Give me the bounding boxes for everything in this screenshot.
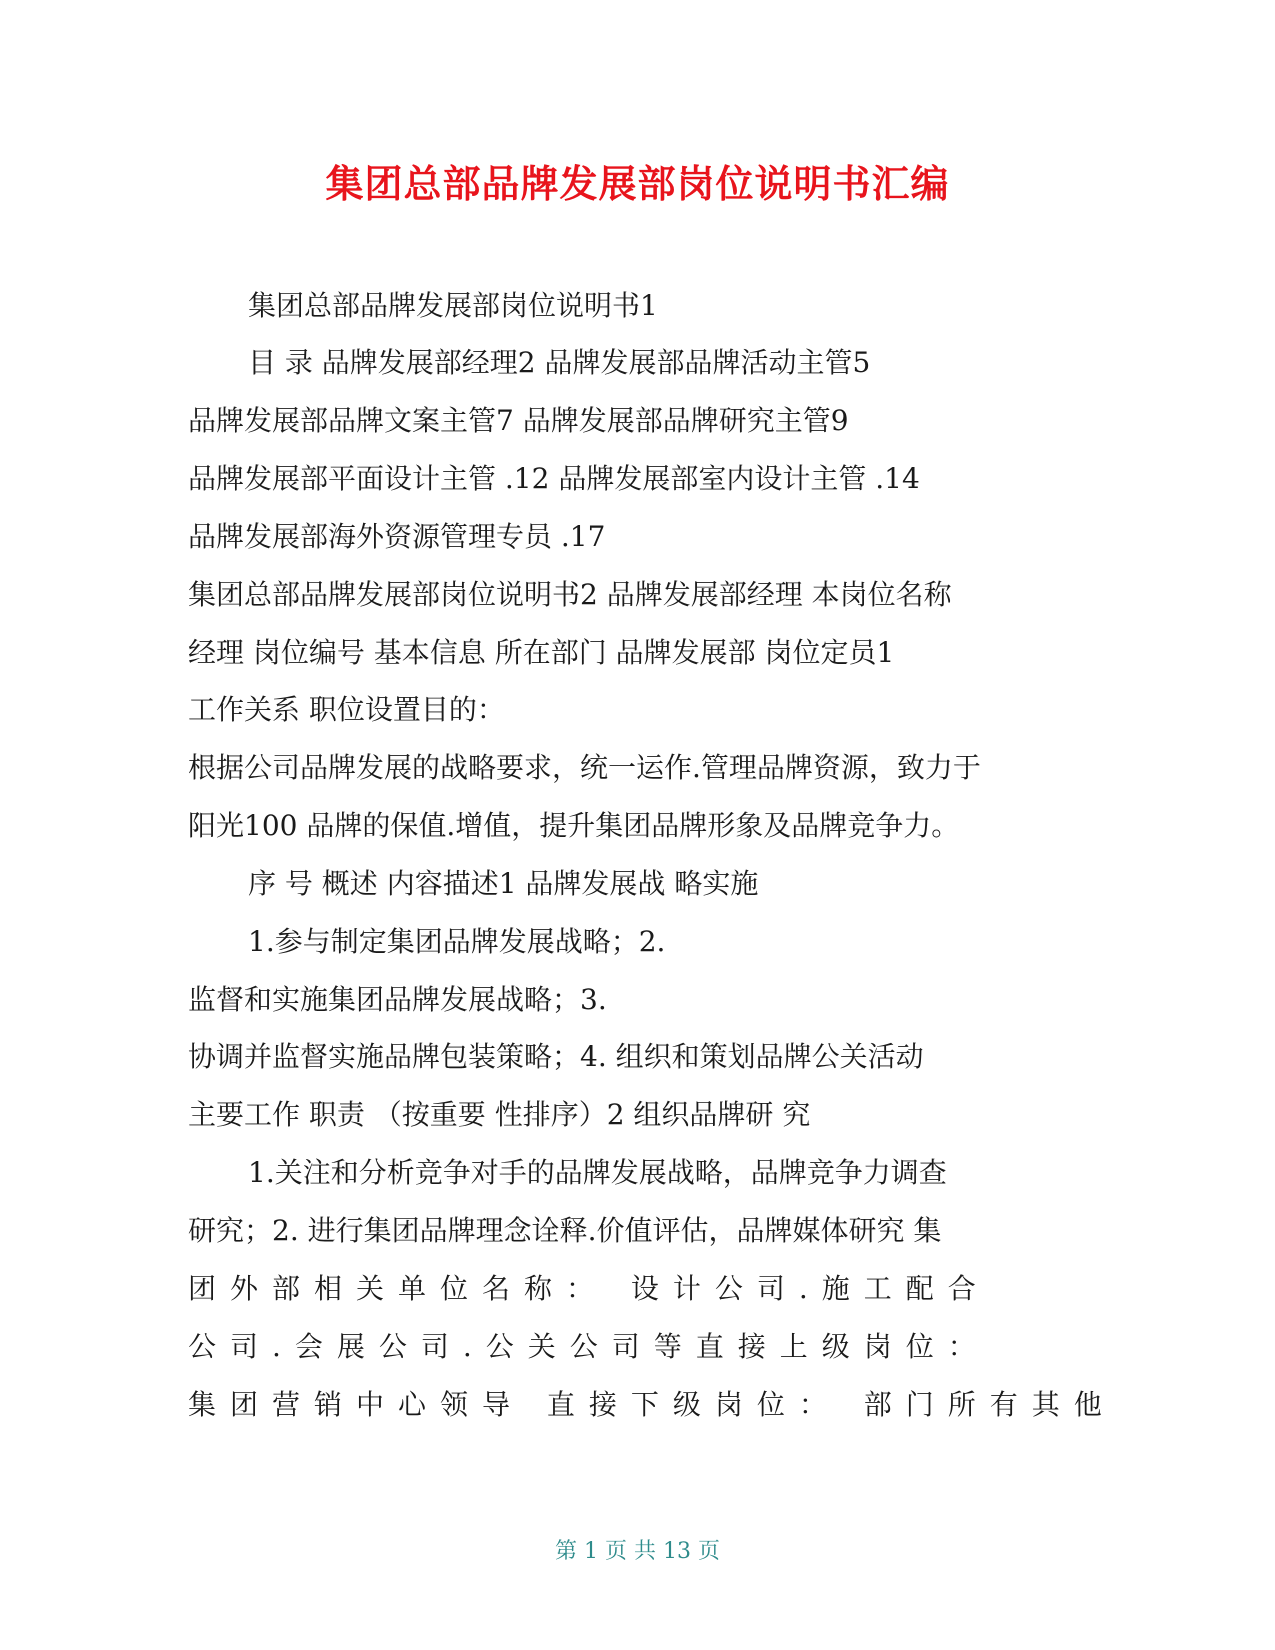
- page-footer: 第 1 页 共 13 页: [555, 1539, 720, 1564]
- document-title: 集团总部品牌发展部岗位说明书汇编: [325, 162, 950, 206]
- text-line: 监督和实施集团品牌发展战略；3.: [188, 983, 607, 1016]
- text-line: 品牌发展部平面设计主管 .12 品牌发展部室内设计主管 .14: [188, 462, 920, 495]
- text-line: 团外部相关单位名称： 设计公司.施工配合: [188, 1272, 990, 1305]
- text-line: 1.关注和分析竞争对手的品牌发展战略，品牌竞争力调查: [248, 1156, 947, 1189]
- text-line: 品牌发展部海外资源管理专员 .17: [188, 520, 606, 553]
- text-line: 工作关系 职位设置目的：: [188, 693, 505, 726]
- text-line: 阳光100 品牌的保值.增值，提升集团品牌形象及品牌竞争力。: [188, 809, 960, 842]
- text-line: 集团总部品牌发展部岗位说明书1: [248, 289, 658, 322]
- text-line: 研究；2. 进行集团品牌理念诠释.价值评估，品牌媒体研究 集: [188, 1214, 942, 1247]
- text-line: 序 号 概述 内容描述1 品牌发展战 略实施: [248, 867, 759, 900]
- text-line: 集团总部品牌发展部岗位说明书2 品牌发展部经理 本岗位名称: [188, 578, 952, 611]
- text-line: 目 录 品牌发展部经理2 品牌发展部品牌活动主管5: [248, 346, 871, 379]
- text-line: 主要工作 职责 （按重要 性排序）2 组织品牌研 究: [188, 1098, 811, 1131]
- text-line: 品牌发展部品牌文案主管7 品牌发展部品牌研究主管9: [188, 404, 849, 437]
- text-line: 根据公司品牌发展的战略要求，统一运作.管理品牌资源，致力于: [188, 751, 981, 784]
- text-line: 1.参与制定集团品牌发展战略；2.: [248, 925, 666, 958]
- text-line: 协调并监督实施品牌包装策略；4. 组织和策划品牌公关活动: [188, 1040, 924, 1073]
- text-line: 公司.会展公司.公关公司等直接上级岗位：: [188, 1330, 990, 1363]
- text-line: 经理 岗位编号 基本信息 所在部门 品牌发展部 岗位定员1: [188, 636, 895, 669]
- text-line: 集团营销中心领导 直接下级岗位： 部门所有其他: [188, 1388, 1116, 1421]
